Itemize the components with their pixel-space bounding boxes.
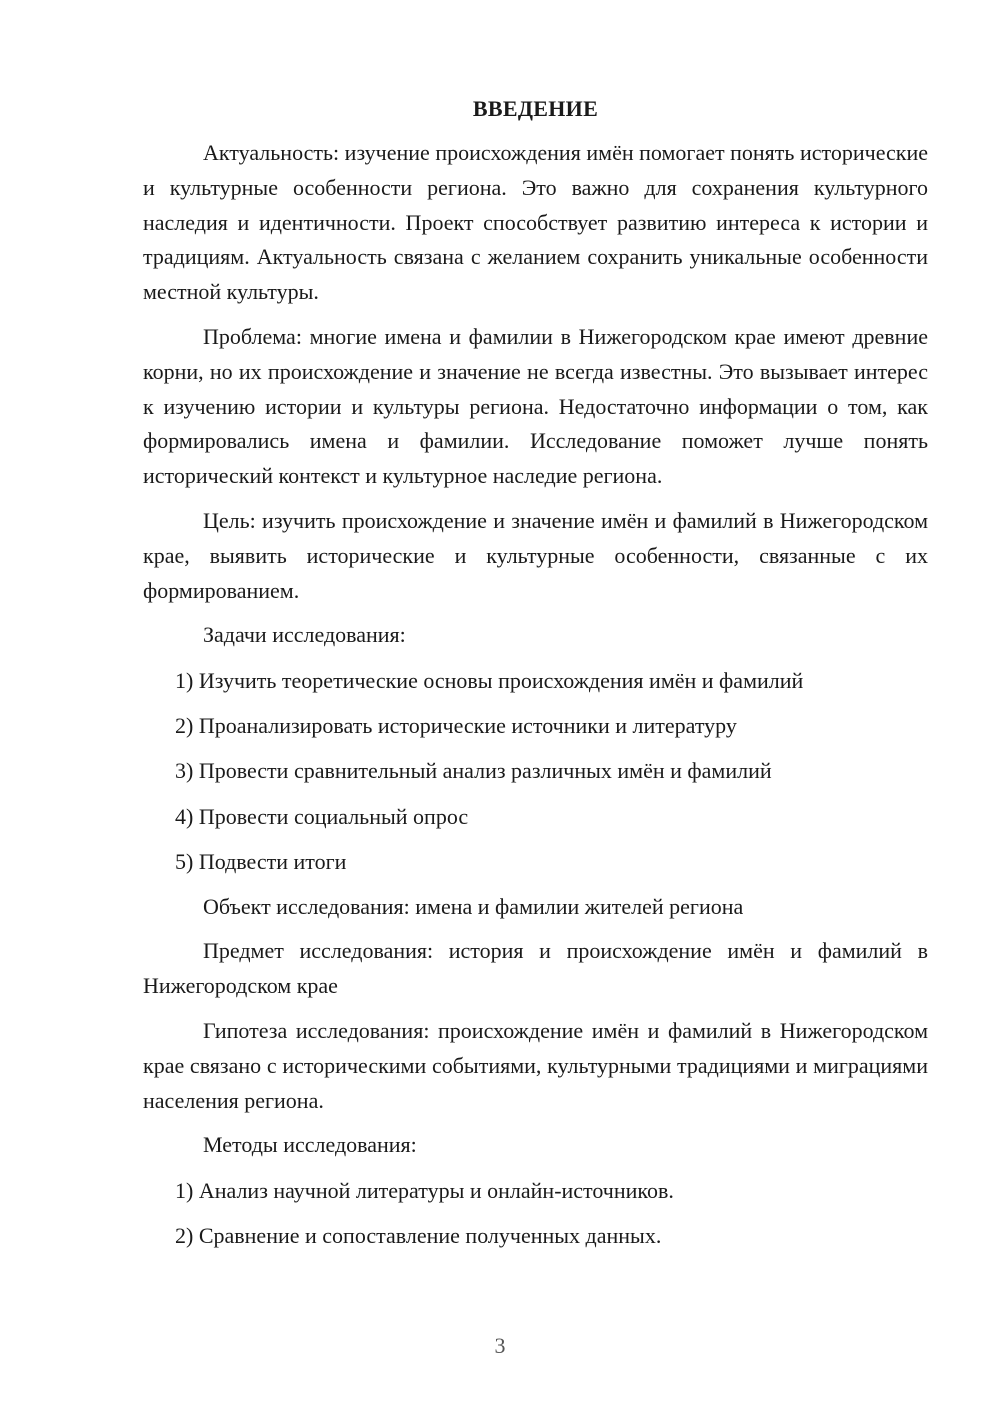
relevance-paragraph: Актуальность: изучение происхождения имён помогает понять исторические и культурные особенности региона. Это важно для сохранения культурного наследия и идентичности. Проект способствует развитию интереса к истории и традициям. Актуальность связана с желанием сохранить уникальные особенности местной культуры. (143, 140, 928, 305)
problem-paragraph: Проблема: многие имена и фамилии в Нижегородском крае имеют древние корни, но их происхождение и значение не всегда известны. Это вызывает интерес к изучению истории и культуры региона. Недостаточно информации о том, как формировались имена и фамилии. Исследование поможет лучше понять исторический контекст и культурное наследие региона. (143, 323, 928, 489)
document-page (143, 92, 928, 1254)
list-item-task-1: 1) Изучить теоретические основы происхождения имён и фамилий (175, 667, 804, 693)
object-paragraph: Объект исследования: имена и фамилии жителей региона (203, 893, 744, 919)
subject-paragraph: Предмет исследования: история и происхождение имён и фамилий в Нижегородском крае (143, 938, 928, 999)
tasks-heading: Задачи исследования: (203, 622, 406, 648)
page-title: ВВЕДЕНИЕ (472, 96, 599, 121)
list-item-method-2: 2) Сравнение и сопоставление полученных данных. (175, 1223, 662, 1249)
hypothesis-paragraph: Гипотеза исследования: происхождение имён и фамилий в Нижегородском крае связано с историческими событиями, культурными традициями и миграциями населения региона. (143, 1018, 928, 1113)
list-item-method-1: 1) Анализ научной литературы и онлайн-источников. (175, 1177, 674, 1203)
list-item-task-3: 3) Провести сравнительный анализ различных имён и фамилий (175, 758, 772, 784)
list-item-task-5: 5) Подвести итоги (175, 848, 347, 874)
methods-heading: Методы исследования: (203, 1132, 417, 1158)
goal-paragraph: Цель: изучить происхождение и значение имён и фамилий в Нижегородском крае, выявить исторические и культурные особенности, связанные с их формированием. (143, 507, 928, 603)
page-number: 3 (494, 1333, 506, 1358)
list-item-task-2: 2) Проанализировать исторические источники и литературу (175, 712, 737, 738)
list-item-task-4: 4) Провести социальный опрос (175, 803, 469, 829)
